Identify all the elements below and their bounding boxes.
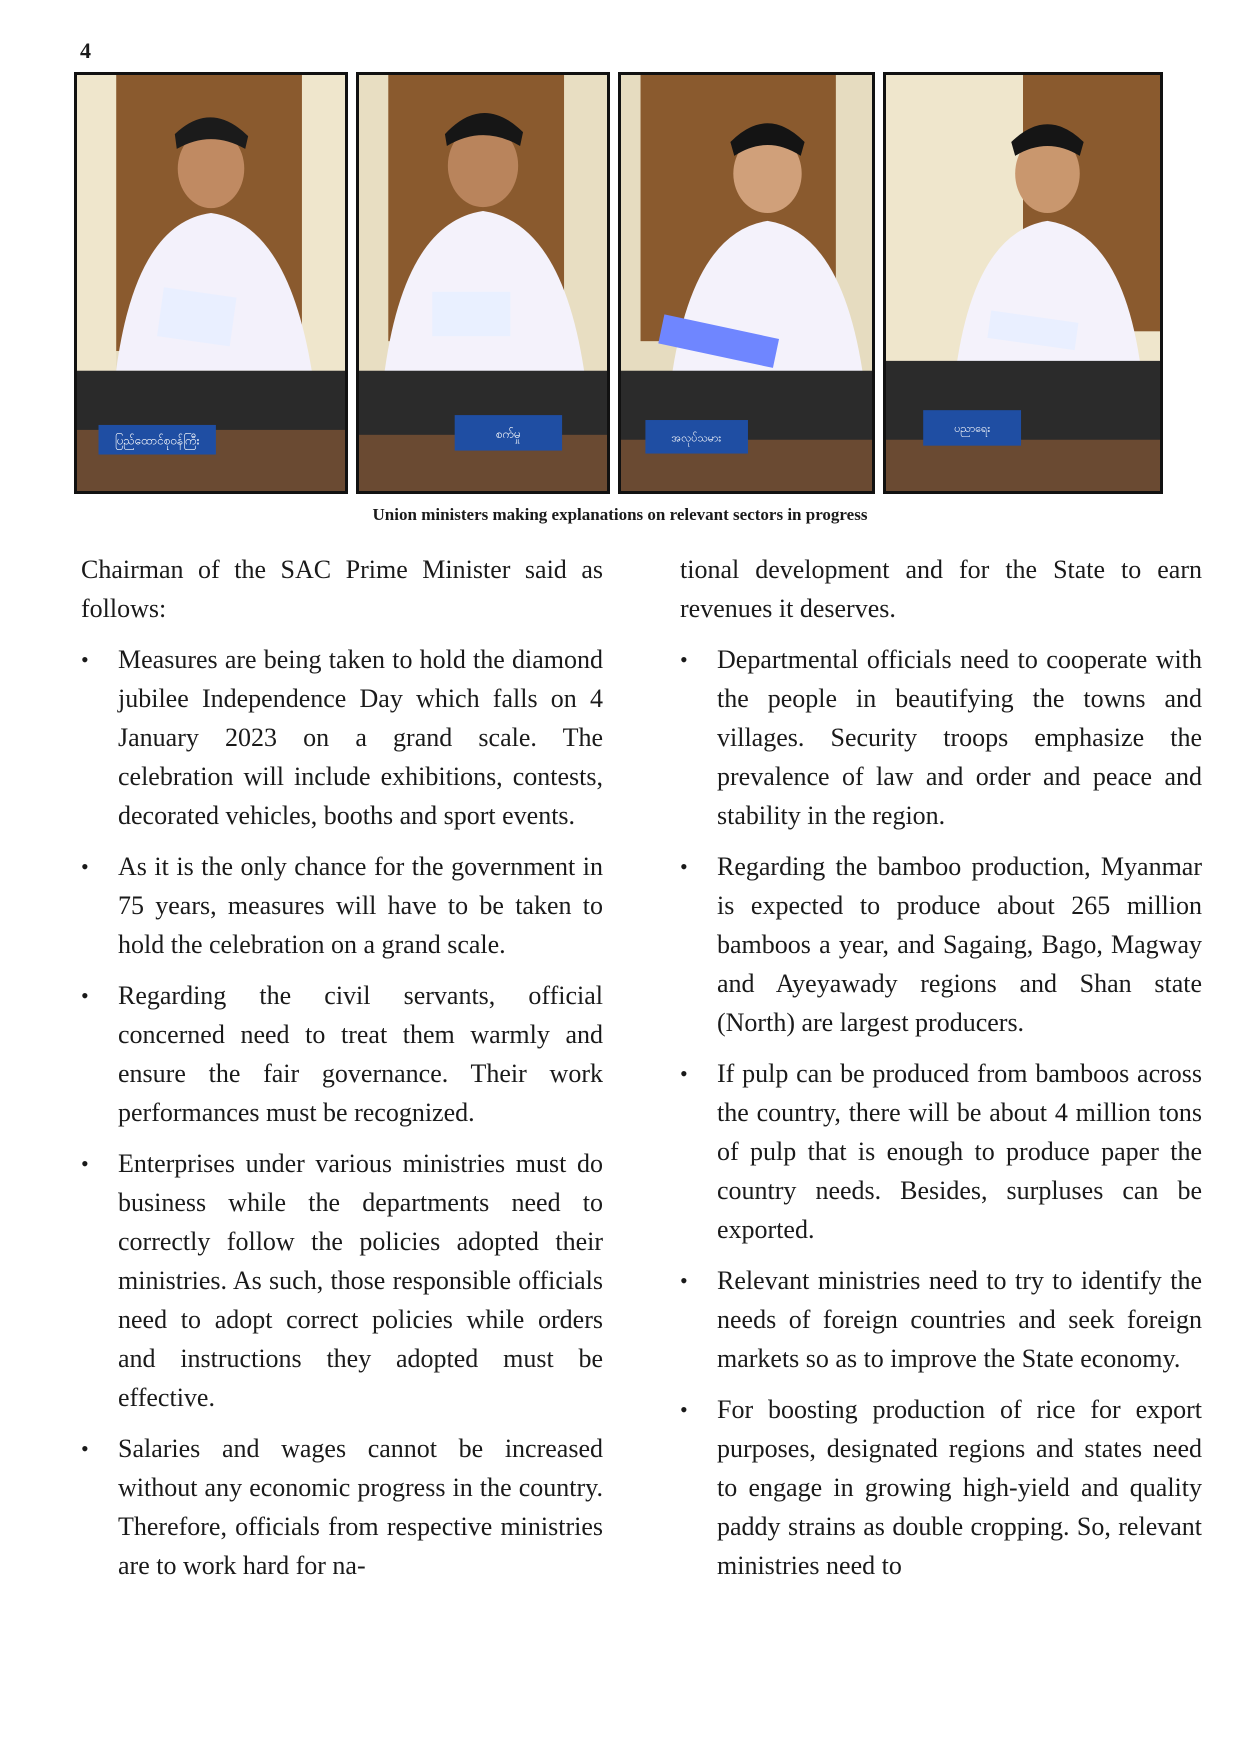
svg-text:ပြည်ထောင်စုဝန်ကြီး: ပြည်ထောင်စုဝန်ကြီး: [114, 433, 200, 448]
minister-photo-2-image: [359, 75, 607, 491]
svg-text:စက်မှု: စက်မှု: [496, 426, 521, 441]
bullet-icon: •: [680, 647, 688, 672]
bullet-icon: •: [81, 983, 89, 1008]
minister-photo-3: [618, 72, 875, 494]
left-bullet-list: [81, 640, 603, 1585]
photo-strip: [0, 72, 1240, 502]
list-item: • Relevant ministries need to try to identify the needs of foreign countries and seek foreign markets so as to improve the State economy.: [680, 1261, 1202, 1378]
svg-text:အလုပ်သမား: အလုပ်သမား: [671, 431, 722, 445]
minister-photo-4-image: [886, 75, 1160, 491]
continuation-paragraph: tional development and for the State to earn revenues it deserves.: [680, 555, 1202, 623]
minister-photo-2: [356, 72, 610, 494]
list-item: • As it is the only chance for the government in 75 years, measures will have to be taken to hold the celebration on a grand scale.: [81, 847, 603, 964]
page-number: 4: [80, 38, 91, 63]
minister-photo-3-image: [621, 75, 872, 491]
list-item: • Enterprises under various ministries must do business while the departments need to correctly follow the policies adopted their ministries. As such, those responsible officials need to adopt correct policies while orders and instructions they adopted must be effective.: [81, 1144, 603, 1417]
left-column: [81, 550, 603, 1597]
minister-photo-1-image: [77, 75, 345, 491]
svg-text:ပညာရေး: ပညာရေး: [954, 421, 990, 435]
bullet-icon: •: [680, 1268, 688, 1293]
bullet-icon: •: [680, 1397, 688, 1422]
list-item: • Regarding the bamboo production, Myanmar is expected to produce about 265 million bamboos a year, and Sagaing, Bago, Magway and Ayeyawady regions and Shan state (North) are largest producers.: [680, 847, 1202, 1042]
right-bullet-list: [680, 640, 1202, 1585]
list-item: • Salaries and wages cannot be increased without any economic progress in the country. Therefore, officials from respective ministries are to work hard for na-: [81, 1429, 603, 1585]
intro-paragraph: Chairman of the SAC Prime Minister said as follows:: [81, 555, 603, 623]
bullet-icon: •: [81, 1436, 89, 1461]
bullet-icon: •: [680, 854, 688, 879]
photo-caption: Union ministers making explanations on relevant sectors in progress: [372, 505, 868, 524]
list-item: • Regarding the civil servants, official concerned need to treat them warmly and ensure the fair governance. Their work performances must be recognized.: [81, 976, 603, 1132]
bullet-icon: •: [81, 1151, 89, 1176]
list-item: • Measures are being taken to hold the diamond jubilee Independence Day which falls on 4 January 2023 on a grand scale. The celebration will include exhibitions, contests, decorated vehicles, booths and sport events.: [81, 640, 603, 835]
list-item: • If pulp can be produced from bamboos across the country, there will be about 4 million tons of pulp that is enough to produce paper the country needs. Besides, surpluses can be exported.: [680, 1054, 1202, 1249]
list-item: • For boosting production of rice for export purposes, designated regions and states need to engage in growing high-yield and quality paddy strains as double cropping. So, relevant ministries need to: [680, 1390, 1202, 1585]
bullet-icon: •: [680, 1061, 688, 1086]
minister-photo-1: [74, 72, 348, 494]
bullet-icon: •: [81, 854, 89, 879]
minister-photo-4: [883, 72, 1163, 494]
right-column: [680, 550, 1202, 1597]
list-item: • Departmental officials need to cooperate with the people in beautifying the towns and villages. Security troops emphasize the prevalence of law and order and peace and stability in the region.: [680, 640, 1202, 835]
bullet-icon: •: [81, 647, 89, 672]
